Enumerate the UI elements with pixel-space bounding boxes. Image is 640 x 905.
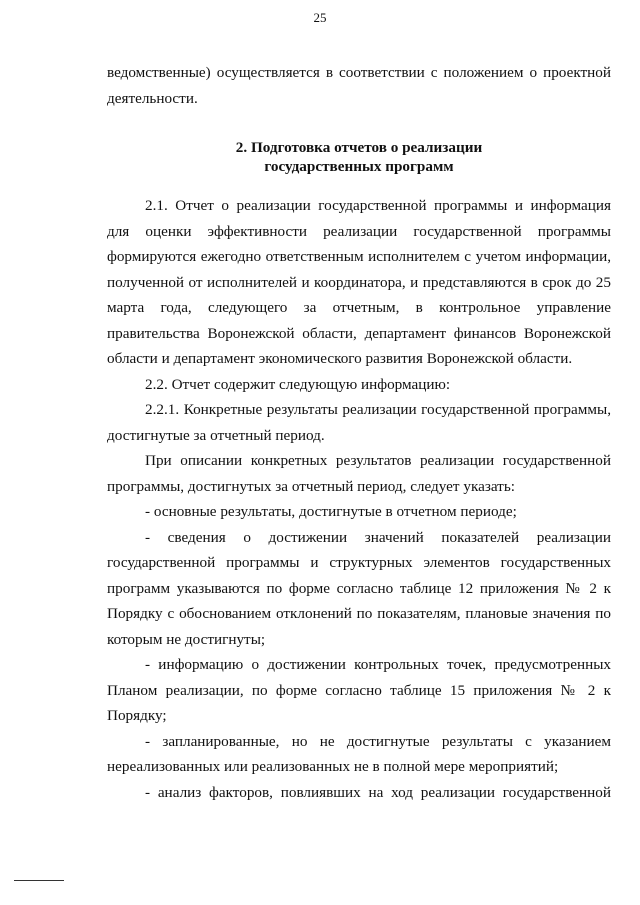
section-heading-line-2: государственных программ xyxy=(264,158,454,175)
list-item-main-results: - основные результаты, достигнутые в отчетном периоде; xyxy=(145,503,517,520)
body-text xyxy=(107,193,611,805)
section-heading xyxy=(107,138,611,176)
list-item-control-points: - информацию о достижении контрольных точек, предусмотренных Планом реализации, по форме согласно таблице 15 приложения № 2 к Порядку; xyxy=(107,656,611,724)
continuation-paragraph: ведомственные) осуществляется в соответствии с положением о проектной деятельности. xyxy=(107,64,611,107)
list-item-indicators: - сведения о достижении значений показателей реализации государственной программы и структурных элементов государственных программ указываются по форме согласно таблице 12 приложения № 2 к Порядку с обоснованием отклонений по показателям, плановые значения по которым не достигнуты; xyxy=(107,528,611,648)
footnote-rule xyxy=(14,880,64,881)
paragraph-2-2: 2.2. Отчет содержит следующую информацию: xyxy=(145,375,451,393)
paragraph-2-1: 2.1. Отчет о реализации государственной программы и информация для оценки эффективности реализации государственной программы формируются ежегодно ответственным исполнителем с учетом информации, полученной от исполнителей и координатора, и представляются в срок до 25 марта года, следующего за отчетным, в контрольное управление правительства Воронежской области, департамент финансов Воронежской области и департамент экономического развития Воронежской области. xyxy=(107,197,611,367)
list-item-unachieved-results: - запланированные, но не достигнутые результаты с указанием нереализованных или реализованных не в полной мере мероприятий; xyxy=(107,732,611,775)
paragraph-2-2-1: 2.2.1. Конкретные результаты реализации государственной программы, достигнутые за отчетный период. xyxy=(107,401,611,444)
paragraph-results-intro: При описании конкретных результатов реализации государственной программы, достигнутых за отчетный период, следует указать: xyxy=(107,452,611,495)
continuation-text xyxy=(107,60,611,111)
section-heading-line-1: 2. Подготовка отчетов о реализации xyxy=(235,139,483,156)
list-item-factors-analysis: - анализ факторов, повлиявших на ход реализации государственной xyxy=(145,783,611,801)
page-number: 25 xyxy=(313,10,327,25)
